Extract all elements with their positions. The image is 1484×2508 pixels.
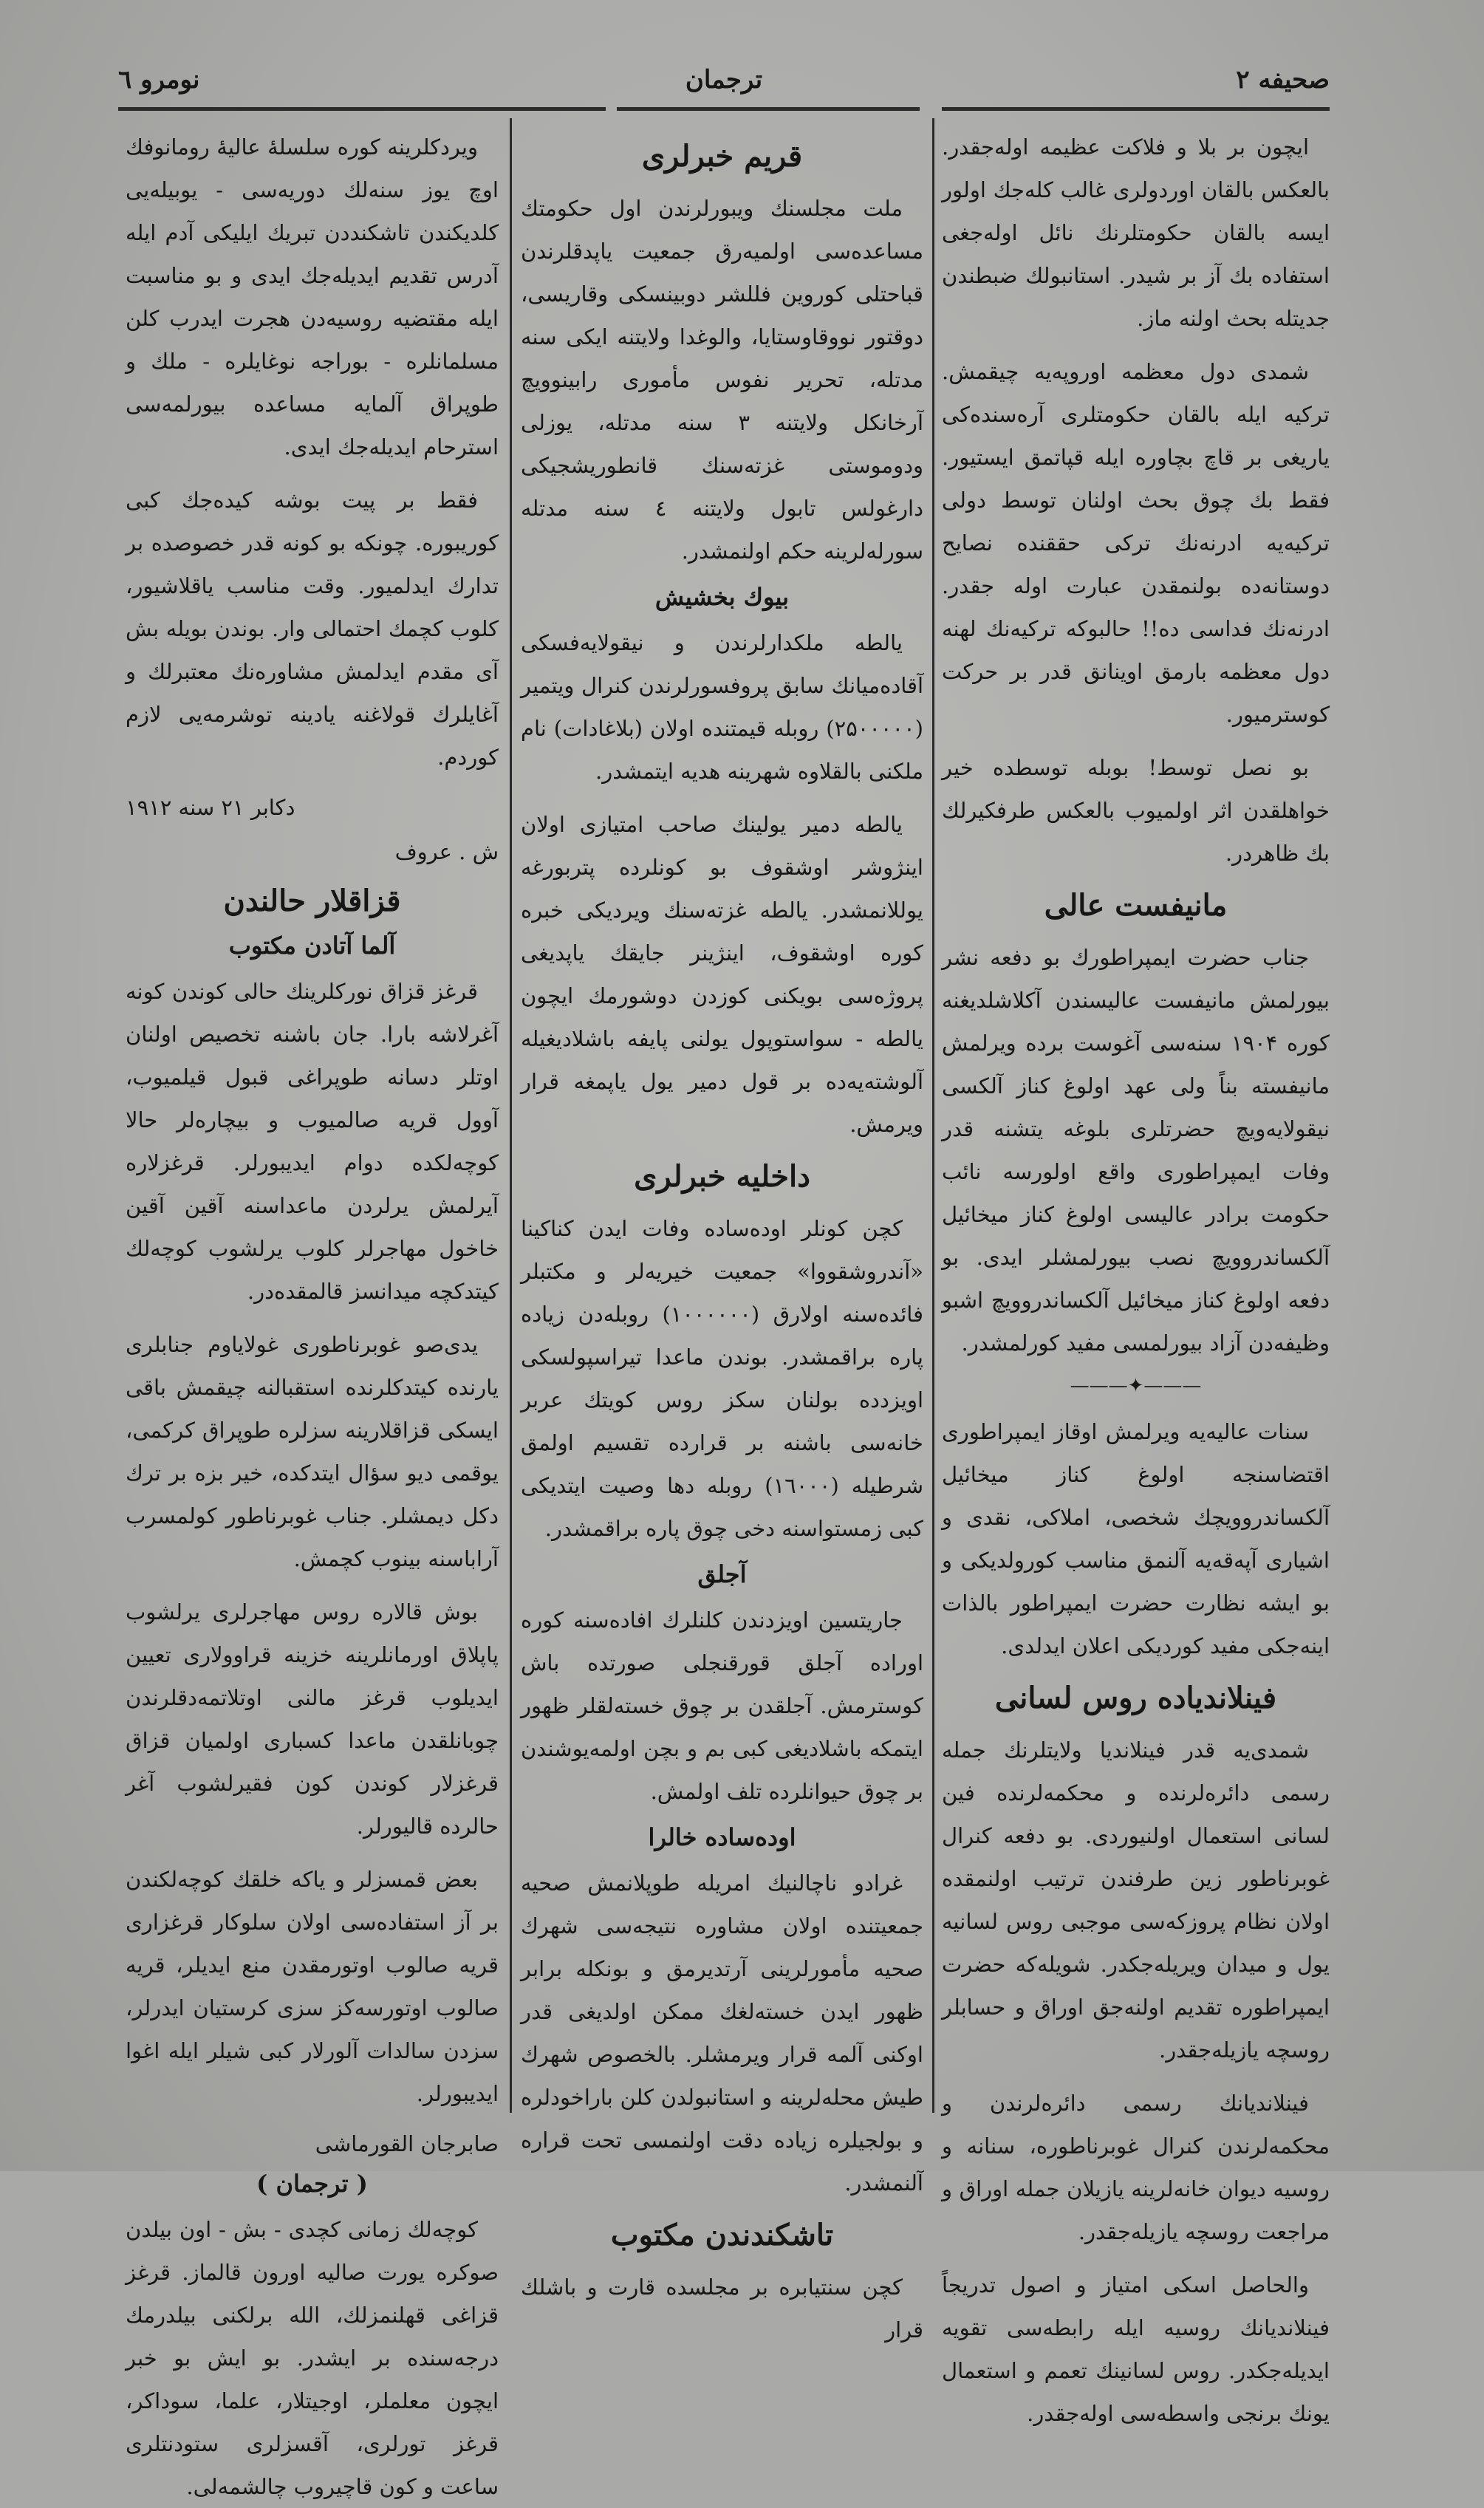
middle-column — [521, 126, 924, 2343]
article-paragraph: کوچه‌لك زمانی کچدی - بش - اون بیلدن صوکره یورت صالیه اورون قالماز. قرغز قزاغی قهلنمزلك، الله برلکنی بیلدرمك درجه‌سنده بر ایشدر. بو ایش بو خبر ایچون معلملر، اوجیتلار، علما، سوداکر، قرغز تورلری، آقسزلری ستودنتلری ساعت و کون قاچیروب چالشمه‌لی. — [126, 2217, 499, 2499]
subheading: آجلق — [697, 1560, 747, 1588]
letter-date: دکابر ۲۱ سنه ۱۹۱۲ — [126, 795, 295, 820]
column-divider-left — [510, 118, 512, 2113]
section-heading: تاشکندندن مکتوب — [610, 2218, 834, 2252]
section-heading: داخلیه خبرلری — [634, 1159, 810, 1194]
section-heading: فینلاندیاده روس لسانی — [994, 1681, 1277, 1715]
article-paragraph: قرغز قزاق نورکلرینك حالی کوندن کونه آغرلاشه بارا. جان باشنه تخصیص اولنان اوتلر دسانه طوپراغی قبول قیلمیوب، آوول قریه صالمیوب و بیچاره‌لر حالا کوچه‌لکده دوام ایدیبورلر. قرغزلاره آیرلمش یرلردن ماعداسنه آقین آقین خاخول مهاجرلر کلوب یرلشوب کوچه‌لك کیتدکچه میدانسز قالمقده‌در. — [126, 979, 499, 1304]
article-paragraph: بعض قمسزلر و یاکه خلقك کوچه‌لکندن بر آز استفاده‌سی اولان سلوکار قرغزاری قریه صالوب اوتورمقدن منع ایدیلر، قریه صالوب اوتورسه‌کز سزی کرستیان ایدرلر، سزدن سالدات آلورلار کبی شیلر ایله اغوا ایدیبورلر. — [126, 1867, 499, 2106]
article-paragraph: کچن کونلر اوده‌ساده وفات ایدن کناکینا «آندروشقووا» جمعیت خیریه‌لر و مکتبلر فائده‌سنه اولارق (۱۰۰۰۰۰۰) روبله‌دن زیاده پاره براقمشدر. بوندن ماعدا تیراسپولسکی اویزدده بولنان سکز روس کویتك عربر خانه‌سی باشنه بر قرارده تقسیم اولمق شرطیله (۱٦۰۰۰) روبله دها وصیت ایتدیکی کبی زمستواسنه دخی چوق پاره براقمشدر. — [521, 1216, 923, 1541]
article-paragraph: غرادو ناچالنیك امریله طوپلانمش صحیه جمعیتنده اولان مشاوره نتیجه‌سی شهرك صحیه مأمورلرینی آرتدیرمق و بونکله برابر ظهور ایدن خسته‌لغك ممکن اولدیغی قدر اوکنی آلمه قرار ویرمشلر. بالخصوص شهرك طیش محله‌لرینه و استانبولدن کلن باراخودلره و بولجیلره زیاده دقت اولنمسی تحت قراره آلنمشدر. — [521, 1870, 923, 2196]
article-paragraph: یالطه ملکدارلرندن و نیقولایه‌فسکی آقاده‌میانك سابق پروفسورلرندن کنرال ویتمیر (۲۵۰۰۰۰۰) روبله قیمتنده اولان (بلاغادات) نام ملکنی بالقلاوه شهرینه هدیه ایتمشدر. — [521, 630, 923, 784]
article-paragraph: شمدی دول معظمه اوروپه‌یه چیقمش. ترکیه ایله بالقان حکومتلری آره‌سنده‌کی یاریغی بر قاچ بچاوره ایله قپاتمق ایستیور. فقط بك چوق بحث اولنان توسط دولی ترکیه‌یه ادرنه‌نك ترکی حققنده نصایح دوستانه‌ده بولنمقدن عبارت اوله جقدر. ادرنه‌نك فداسی ده!! حالبوکه ترکیه‌نك لهنه دول معظمه بارمق اوینانق قدر بر حرکت کوسترمیور. — [942, 359, 1330, 727]
letter-signature: صابرجان القورماشی — [315, 2131, 499, 2156]
subheading: اوده‌ساده خالرا — [648, 1823, 796, 1851]
article-paragraph: جاریتسین اویزدندن کلنلرك افاده‌سنه کوره اوراده آجلق قورقنجلی صورتده باش کوسترمش. آجلقدن بر چوق خسته‌لقلر ظهور ایتمکه باشلادیغی کبی بم و بچن اولمه‌یوشندن بر چوق حیوانلرده تلف اولمش. — [521, 1607, 923, 1804]
article-paragraph: یدی‌صو غوبرناطوری غولایاوم جنابلری یارنده کیتدکلرنده استقبالنه چیقمش باقی ایسکی قزاقلارینه سزلره طوپراق کرکمی، یوقمی دیو سؤال ایتدکده، خیر بزه بر ترك دکل دیمشلر. جناب غوبرناطور کولمسرب آراباسنه بینوب کچمش. — [126, 1332, 499, 1571]
article-paragraph: ایچون بر بلا و فلاکت عظیمه اوله‌جقدر. بالعکس بالقان اوردولری غالب کله‌جك اولور ایسه بالقان حکومتلرنك نائل اوله‌جغی استفاده بك آز بر شیدر. استانبولك ضبطندن جدیتله بحث اولنه ماز. — [942, 134, 1330, 331]
left-column — [126, 126, 499, 2499]
header-rule-left — [118, 107, 606, 111]
letter-signature: ش . عروف — [394, 839, 499, 864]
article-paragraph: کچن سنتیابره بر مجلسده قارت و باشلك قرار — [521, 2275, 923, 2343]
article-paragraph: جناب حضرت ایمپراطورك بو دفعه نشر بیورلمش مانیفست عالیسندن آکلاشلدیغنه کوره ۱۹۰۴ سنه‌سی آغوست برده ویرلمش مانیفسته بناً ولی عهد اولوغ کناز آلکسی نیقولایه‌ویچ حضرتلری بلوغه یتشنه قدر وفات ایمپراطوری واقع اولورسه نائب حکومت برادر عالیسی اولوغ کناز میخائیل آلکساندروویچ نصب بیورلمشلر ایدی. بو دفعه اولوغ کناز میخائیل آلکساندروویچ اشبو وظیفه‌دن آزاد بیورلمسی مفید کورلمشدر. — [942, 945, 1330, 1356]
ornament-divider: ———✦——— — [1070, 1375, 1202, 1397]
issue-number: نومرو ٦ — [118, 65, 200, 95]
article-paragraph: ملت مجلسنك ویبورلرندن اول حکومتك مساعده‌سی اولمیه‌رق جمعیت یاپدقلرندن قباحتلی کوروین فللشر دوبینسکی وقاریسی، دوقتور نووقاوستایا، والوغدا ولایتنه ایکی سنه مدتله، تحریر نفوس مأموری رابینوویچ آرخانکل ولایتنه ۳ سنه مدتله، یوزلی ودوموستی غزته‌سنك قانطوریشجیکی دارغولس تابول ولایتنه ٤ سنه مدتله سورله‌لرینه حکم اولنمشدر. — [521, 196, 924, 564]
article-paragraph: بوش قالاره روس مهاجرلری یرلشوب پاپلاق اورمانلرینه خزینه قراوولاری تعیین ایدیلوب قرغز مالنی اوتلاتمه‌دقلرندن چوبانلقدن ماعدا کسباری اولمیان قزاق قرغزلار کوندن کون فقیرلشوب آغر حالرده قالیورلر. — [126, 1599, 499, 1839]
subheading: ( ترجمان ) — [256, 2170, 368, 2198]
header-rule-middle — [617, 107, 920, 111]
article-paragraph: فینلاندیانك رسمی دائره‌لرندن و محکمه‌لرندن کنرال غوبرناطوره، سنانه و روسیه دیوان خانه‌لرینه یازیلان جمله اوراق و مراجعت روسچه یازیله‌جقدر. — [942, 2091, 1330, 2244]
section-heading: قزاقلار حالندن — [223, 884, 401, 918]
paper-title: ترجمان — [685, 65, 763, 95]
article-paragraph: یالطه دمیر یولینك صاحب امتیازی اولان اینژوشر اوشقوف بو کونلرده پتربورغه یوللانمشدر. یالطه غزته‌سنك ویردیکی خبره کوره اوشقوف، اینژینر جایقك یاپدیغی پروژه‌سی بویکنی کوزدن دوشورمك ایچون یالطه - سواستوپول یولنی پایفه باشلادیغیله آلوشته‌یه‌ده بر قول دمیر یول یاپمغه قرار ویرمش. — [521, 812, 923, 1137]
article-paragraph: والحاصل اسکی امتیاز و اصول تدریجاً فینلاندیانك روسیه ایله رابطه‌سی تقویه ایدیله‌جکدر. روس لسانینك تعمم و استعمال یونك برنجی واسطه‌سی اوله‌جقدر. — [942, 2272, 1330, 2426]
right-column — [942, 126, 1330, 2426]
article-paragraph: شمدی‌یه قدر فینلاندیا ولایتلرنك جمله رسمی دائره‌لرنده و محکمه‌لرنده فین لسانی استعمال اولنیوردی. بو دفعه کنرال غوبرناطور زین طرفندن ترتیب اولنمقده اولان نظام پروزکه‌سی موجبی روس لسانیه یول و میدان ویریله‌جکدر. شویله‌که حضرت ایمپراطوره تقدیم اولنه‌جق اوراق و حسابلر روسچه یازیله‌جقدر. — [942, 1738, 1330, 2063]
column-divider-right — [932, 118, 934, 2113]
article-paragraph: ویردکلرینه کوره سلسلهٔ عالیهٔ رومانوفك اوچ یوز سنه‌لك دوریه‌سی - یوبیله‌یی کلدیکندن تاشکنددن تبریك ایلیکی آدم ایله آدرس تقدیم ایدیله‌جك ایدی و بو مناسبت ایله مقتضیه روسیه‌دن هجرت ایدرب کلن مسلمانلره - بوراجه نوغایلره - ملك و طوپراق آلمایه مساعده بیورلمه‌سی استرحام ایدیله‌جك ایدی. — [126, 134, 499, 459]
section-heading: قریم خبرلری — [641, 139, 803, 174]
header-rule-right — [942, 107, 1330, 111]
article-paragraph: بو نصل توسط! بوبله توسطده خیر خواهلقدن اثر اولمیوب بالعکس طرفکیرلك بك ظاهردر. — [942, 755, 1330, 866]
article-paragraph: سنات عالیه‌یه ویرلمش اوقاز ایمپراطوری اقتضاسنجه اولوغ کناز میخائیل آلکساندروویچك شخصی، املاکی، نقدی و اشیاری آپه‌قه‌یه آلنمق مناسب کورولدیکی و بو ایشه نظارت حضرت ایمپراطور بالذات اینه‌جکی مفید کوردیکی اعلان ایدلدی. — [942, 1419, 1330, 1658]
subheading: بیوك بخشیش — [654, 583, 790, 611]
article-paragraph: فقط بر پیت بوشه کیده‌جك کبی کوریبوره. چونکه بو کونه قدر خصوصده بر تدارك ایدلمیور. وقت مناسب یاقلاشیور، کلوب کچمك احتمالی وار. بوندن بویله بش آی مقدم ایدلمش مشاوره‌نك معتبرلك و آغایلرك قولاغنه یادینه توشرمه‌یی لازم کوردم. — [126, 488, 499, 770]
subheading: آلما آتادن مکتوب — [228, 932, 396, 960]
page-number: صحیفه ۲ — [1236, 65, 1330, 95]
section-heading: مانیفست عالی — [1044, 888, 1228, 923]
